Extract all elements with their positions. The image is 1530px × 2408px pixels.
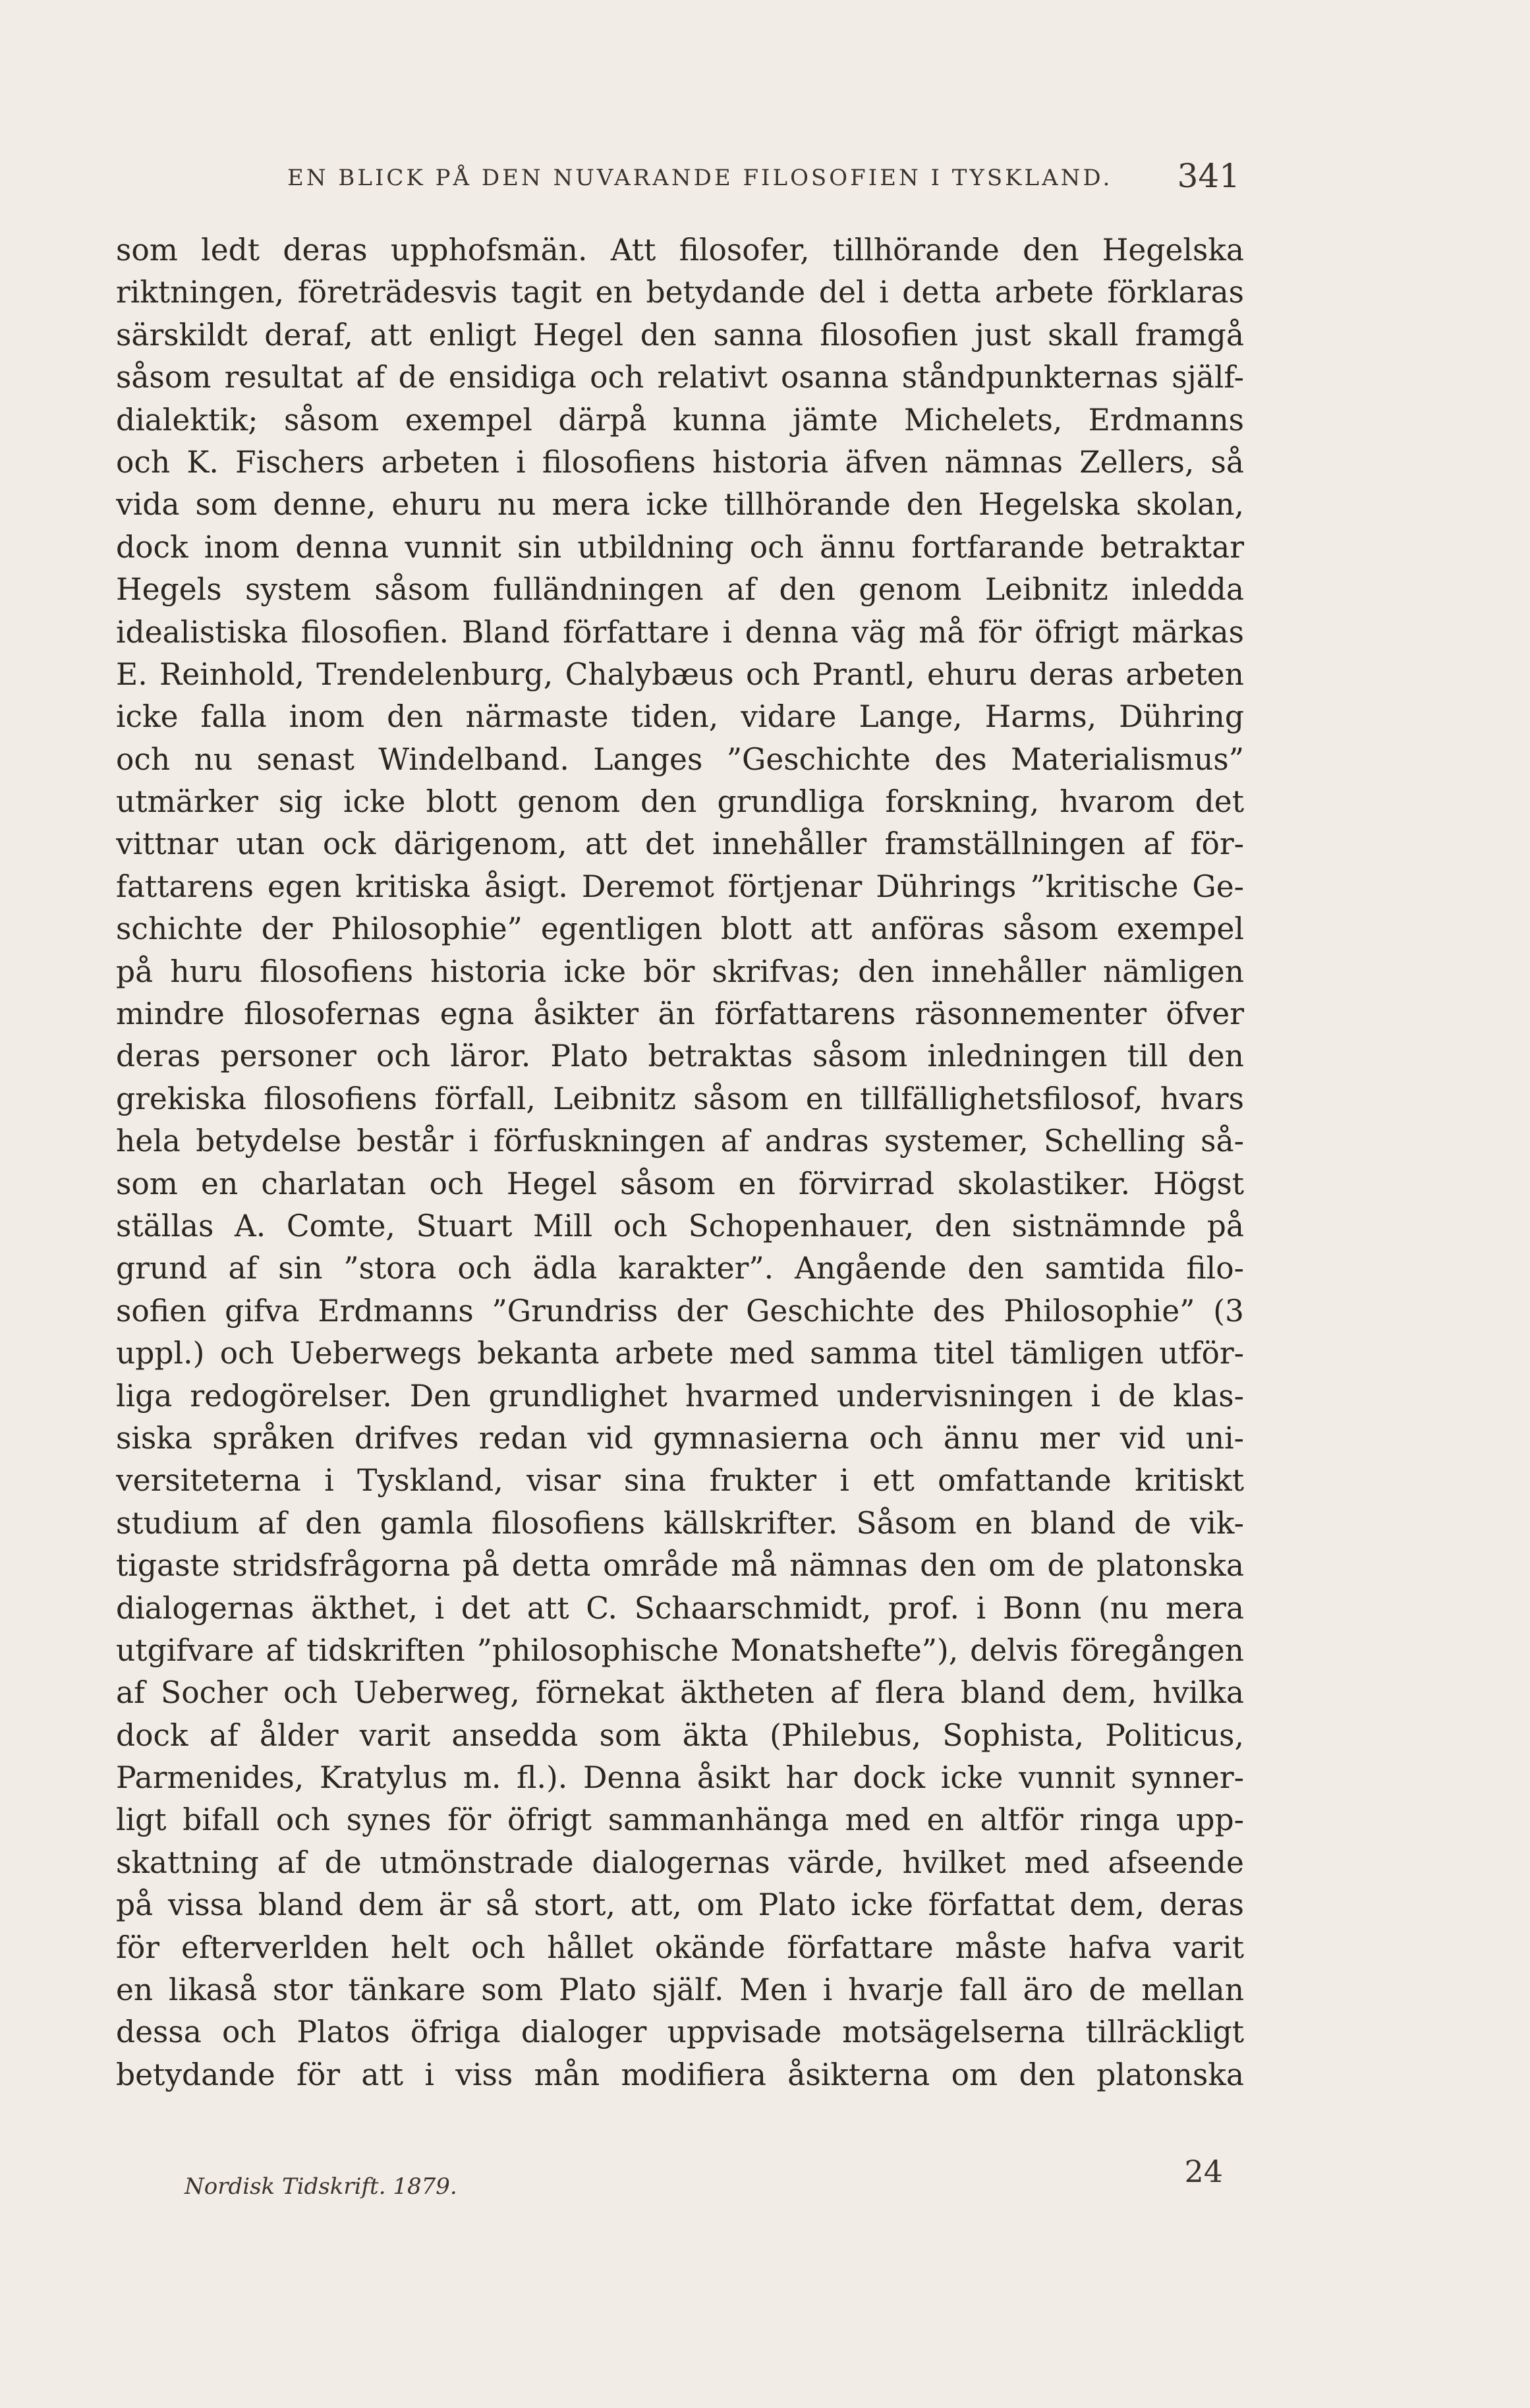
text-line: dialogernas äkthet, i det att C. Schaarschmidt, prof. i Bonn (nu mera [116, 1590, 1244, 1626]
text-line: för efterverlden helt och hållet okände författare måste hafva varit [116, 1930, 1244, 1965]
text-line: och nu senast Windelband. Langes ”Geschichte des Materialismus” [116, 741, 1244, 777]
text-line: af Socher och Ueberweg, förnekat äktheten af flera bland dem, hvilka [116, 1675, 1244, 1711]
text-line: utmärker sig icke blott genom den grundliga forskning, hvarom det [116, 784, 1244, 820]
text-line: såsom resultat af de ensidiga och relativt osanna ståndpunkternas själf- [116, 360, 1244, 395]
text-line: dessa och Platos öfriga dialoger uppvisade motsägelserna tillräckligt [116, 2015, 1244, 2050]
text-line: dock af ålder varit ansedda som äkta (Philebus, Sophista, Politicus, [116, 1717, 1244, 1753]
text-line: skattning af de utmönstrade dialogernas värde, hvilket med afseende [116, 1845, 1244, 1880]
text-line: ställas A. Comte, Stuart Mill och Schopenhauer, den sistnämnde på [116, 1208, 1244, 1244]
text-line: versiteterna i Tyskland, visar sina frukter i ett omfattande kritiskt [116, 1463, 1244, 1499]
running-header [116, 157, 1244, 203]
text-line: deras personer och läror. Plato betraktas såsom inledningen till den [116, 1039, 1244, 1074]
text-line: på vissa bland dem är så stort, att, om Plato icke författat dem, deras [116, 1887, 1244, 1923]
text-line: icke falla inom den närmaste tiden, vidare Lange, Harms, Dühring [116, 699, 1244, 735]
page-footer [116, 2154, 1244, 2206]
text-line: Parmenides, Kratylus m. fl.). Denna åsikt har dock icke vunnit synner- [116, 1760, 1244, 1796]
text-line: och K. Fischers arbeten i filosofiens historia äfven nämnas Zellers, så [116, 444, 1244, 480]
text-line: grekiska filosofiens förfall, Leibnitz såsom en tillfällighetsfilosof, hvars [116, 1081, 1244, 1116]
text-line: en likaså stor tänkare som Plato själf. Men i hvarje fall äro de mellan [116, 1972, 1244, 2008]
text-line: ligt bifall och synes för öfrigt sammanhänga med en altför ringa upp- [116, 1802, 1244, 1838]
text-line: schichte der Philosophie” egentligen blott att anföras såsom exempel [116, 911, 1244, 947]
page-number: 341 [1177, 157, 1240, 195]
text-line: på huru filosofiens historia icke bör skrifvas; den innehåller nämligen [116, 954, 1244, 989]
text-line: Hegels system såsom fulländningen af den genom Leibnitz inledda [116, 572, 1244, 608]
text-line: idealistiska filosofien. Bland författare i denna väg må för öfrigt märkas [116, 614, 1244, 650]
running-title: EN BLICK PÅ DEN NUVARANDE FILOSOFIEN I TYSKLAND. [287, 165, 1113, 191]
journal-citation: Nordisk Tidskrift. 1879. [184, 2173, 457, 2200]
text-line: uppl.) och Ueberwegs bekanta arbete med samma titel tämligen utför- [116, 1336, 1244, 1371]
text-line: som en charlatan och Hegel såsom en förvirrad skolastiker. Högst [116, 1166, 1244, 1201]
text-line: mindre filosofernas egna åsikter än författarens räsonnementer öfver [116, 996, 1244, 1032]
text-line: studium af den gamla filosofiens källskrifter. Såsom en bland de vik- [116, 1505, 1244, 1541]
signature-mark: 24 [1184, 2154, 1223, 2189]
text-line: dialektik; såsom exempel därpå kunna jämte Michelets, Erdmanns [116, 402, 1244, 438]
text-line: fattarens egen kritiska åsigt. Deremot förtjenar Dührings ”kritische Ge- [116, 869, 1244, 904]
text-line: grund af sin ”stora och ädla karakter”. Angående den samtida filo- [116, 1251, 1244, 1286]
text-line: tigaste stridsfrågorna på detta område må nämnas den om de platonska [116, 1548, 1244, 1584]
text-line: utgifvare af tidskriften ”philosophische Monatshefte”), delvis föregången [116, 1632, 1244, 1668]
text-line: som ledt deras upphofsmän. Att filosofer, tillhörande den Hegelska [116, 233, 1244, 268]
text-line: dock inom denna vunnit sin utbildning och ännu fortfarande betraktar [116, 529, 1244, 565]
text-line: liga redogörelser. Den grundlighet hvarmed undervisningen i de klas- [116, 1378, 1244, 1414]
text-line: särskildt deraf, att enligt Hegel den sanna filosofien just skall framgå [116, 317, 1244, 353]
text-line: vida som denne, ehuru nu mera icke tillhörande den Hegelska skolan, [116, 487, 1244, 523]
text-line: riktningen, företrädesvis tagit en betydande del i detta arbete förklaras [116, 275, 1244, 310]
text-line: E. Reinhold, Trendelenburg, Chalybæus och Prantl, ehuru deras arbeten [116, 656, 1244, 692]
text-line: sofien gifva Erdmanns ”Grundriss der Geschichte des Philosophie” (3 [116, 1293, 1244, 1329]
text-line: vittnar utan ock därigenom, att det innehåller framställningen af för- [116, 826, 1244, 862]
text-line: siska språken drifves redan vid gymnasierna och ännu mer vid uni- [116, 1420, 1244, 1456]
text-line: betydande för att i viss mån modifiera åsikterna om den platonska [116, 2057, 1244, 2092]
body-text [116, 229, 1244, 2096]
text-line: hela betydelse består i förfuskningen af andras systemer, Schelling så- [116, 1124, 1244, 1159]
